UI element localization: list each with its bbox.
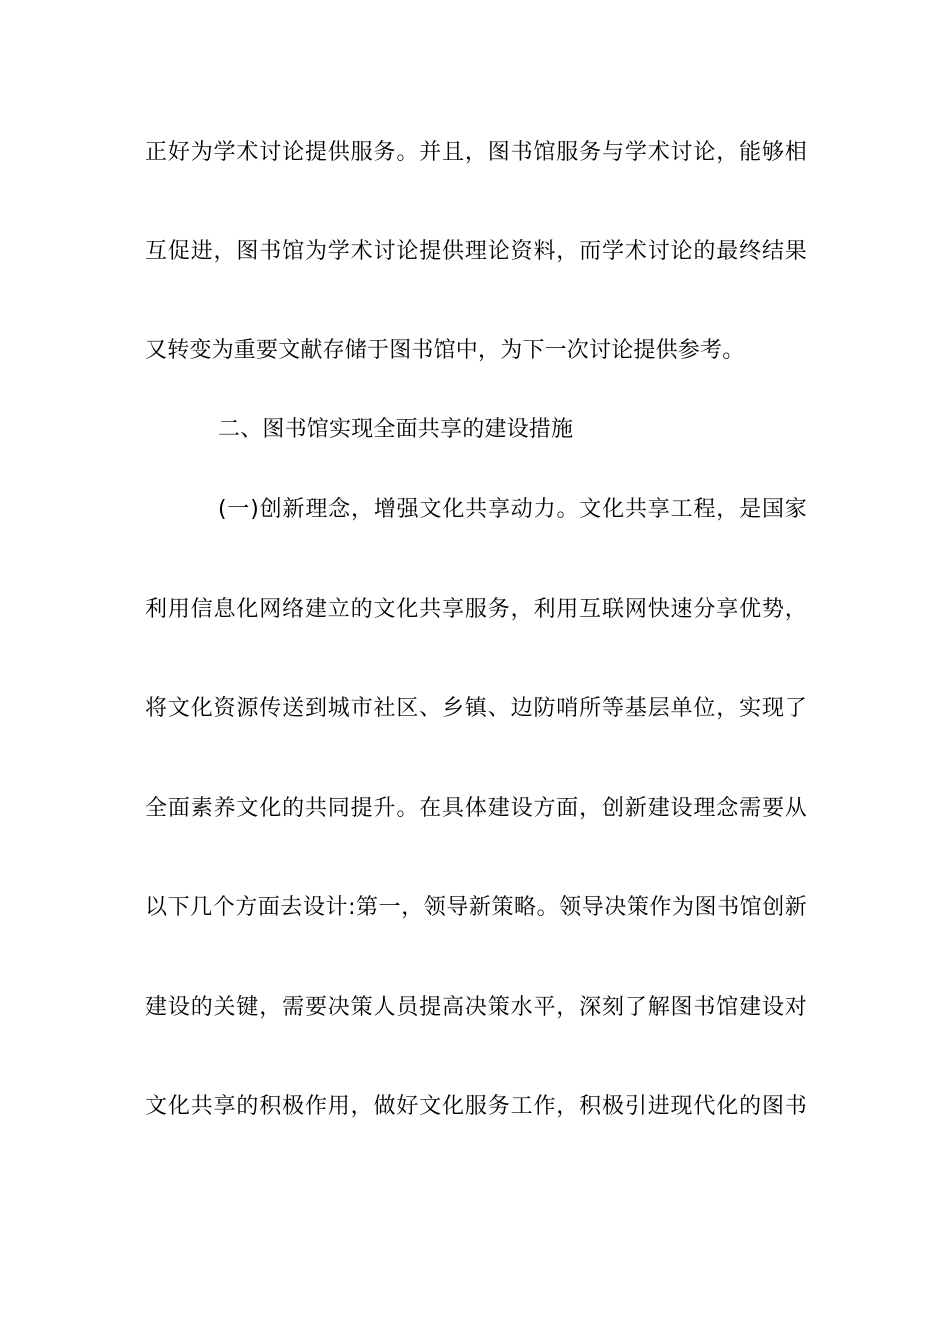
paragraph-line: 将文化资源传送到城市社区、乡镇、边防哨所等基层单位，实现了 [145, 696, 807, 721]
paragraph-line: 又转变为重要文献存储于图书馆中，为下一次讨论提供参考。 [145, 338, 745, 363]
paragraph-line: 互促进，图书馆为学术讨论提供理论资料，而学术讨论的最终结果 [145, 239, 807, 264]
paragraph-line: 全面素养文化的共同提升。在具体建设方面，创新建设理念需要从 [145, 796, 807, 821]
paragraph-line: 正好为学术讨论提供服务。并且，图书馆服务与学术讨论，能够相 [145, 140, 807, 165]
paragraph-line: 以下几个方面去设计:第一，领导新策略。领导决策作为图书馆创新 [145, 895, 807, 920]
paragraph-line: 利用信息化网络建立的文化共享服务，利用互联网快速分享优势， [145, 597, 807, 622]
section-heading: 二、图书馆实现全面共享的建设措施 [218, 417, 574, 442]
paragraph-line: 文化共享的积极作用，做好文化服务工作，积极引进现代化的图书 [145, 1094, 807, 1119]
paragraph-line: (一)创新理念，增强文化共享动力。文化共享工程，是国家 [218, 497, 807, 522]
paragraph-line: 建设的关键，需要决策人员提高决策水平，深刻了解图书馆建设对 [145, 995, 807, 1020]
